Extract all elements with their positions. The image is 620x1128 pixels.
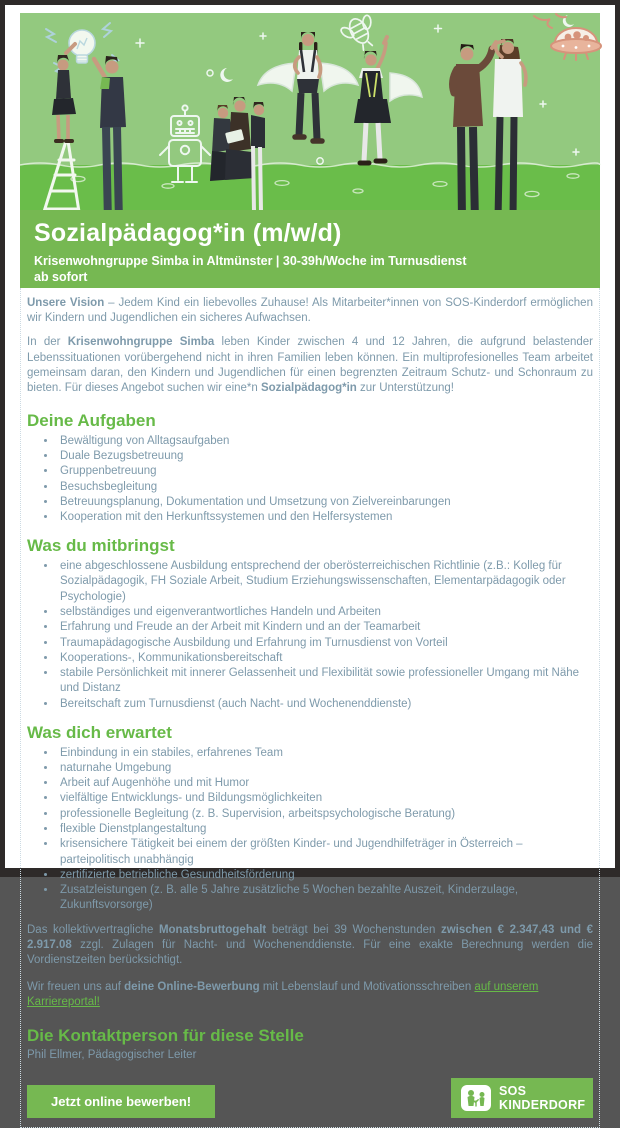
- title-banner: [20, 210, 600, 288]
- application-paragraph: Wir freuen uns auf deine Online-Bewerbung mit Lebenslauf und Motivationsschreiben auf unserem Karriereportal!: [27, 981, 539, 1009]
- career-portal-link[interactable]: auf unserem Karriereportal!: [27, 981, 539, 1009]
- hero-illustration: [20, 13, 600, 210]
- list-item: • Zusatzleistungen (z. B. alle 5 Jahre zusätzliche 5 Wochen bezahlte Auszeit, Kinderzulage, Zukunftsvorsorge): [57, 883, 593, 914]
- hero-illustration-svg: [20, 13, 600, 210]
- salary-paragraph: Das kollektivvertragliche Monatsbruttogehalt beträgt bei 39 Wochenstunden zwischen € 2.347,43 und € 2.917.08 zzgl. Zulagen für Nacht- und Wochenenddienste. Für eine exakte Berechnung werden die Vordienstzeiten berücksichtigt.: [27, 923, 593, 967]
- section-heading-mitbringst: Was du mitbringst: [27, 536, 175, 556]
- job-start-date: ab sofort: [34, 270, 88, 284]
- list-item: • Besuchsbegleitung: [57, 480, 593, 495]
- footer-row: [27, 1072, 593, 1127]
- list-item: • Erfahrung und Freude an der Arbeit mit Kindern und an der Teamarbeit: [57, 620, 593, 635]
- list-item: • Arbeit auf Augenhöhe und mit Humor: [57, 776, 593, 791]
- list-item: • krisensichere Tätigkeit bei einem der größten Kinder- und Jugendhilfeträger in Österreich – parteipolitisch unabhängig: [57, 837, 593, 868]
- content-area: [20, 288, 600, 1128]
- list-item: • Kooperation mit den Herkunftssystemen und den Helfersystemen: [57, 510, 593, 525]
- erwartet-list: [27, 746, 593, 914]
- list-item: • Bewältigung von Alltagsaufgaben: [57, 434, 593, 449]
- group-description-paragraph: In der Krisenwohngruppe Simba leben Kinder zwischen 4 und 12 Jahren, die aufgrund belastender Lebenssituationen vorübergehend nicht in ihren Familien leben können. Ein multiprofesionelles Team arbeitet gemeinsam daran, den Kindern und Jugendlichen für einen begrenzten Zeitraum Schutz- und Schonraum zu bieten. Für dieses Angebot suchen wir eine*n Sozialpädagog*in zur Unterstützung!: [27, 336, 593, 394]
- mitbringst-list: [27, 559, 593, 712]
- section-heading-erwartet: Was dich erwartet: [27, 722, 172, 742]
- list-item: • Gruppenbetreuung: [57, 464, 593, 479]
- list-item: • Betreuungsplanung, Dokumentation und Umsetzung von Zielvereinbarungen: [57, 495, 593, 510]
- list-item: • naturnahe Umgebung: [57, 761, 593, 776]
- list-item: • Bereitschaft zum Turnusdienst (auch Nacht- und Wochenenddienste): [57, 697, 593, 712]
- vision-paragraph: Unsere Vision – Jedem Kind ein liebevolles Zuhause! Als Mitarbeiter*innen von SOS-Kinderdorf ermöglichen wir Kindern und Jugendlichen ein sicheres Aufwachsen.: [27, 297, 593, 325]
- list-item: • vielfältige Entwicklungs- und Bildungsmöglichkeiten: [57, 791, 593, 806]
- job-subtitle: Krisenwohngruppe Simba in Altmünster | 30-39h/Woche im Turnusdienst: [34, 253, 467, 268]
- logo-line2: KINDERDORF: [499, 1098, 586, 1113]
- list-item: • Kooperations-, Kommunikationsbereitschaft: [57, 651, 593, 666]
- list-item: • Einbindung in ein stabiles, erfahrenes Team: [57, 746, 593, 761]
- list-item: • professionelle Begleitung (z. B. Supervision, arbeitspsychologische Beratung): [57, 807, 593, 822]
- list-item: • flexible Dienstplangestaltung: [57, 822, 593, 837]
- list-item: • Traumapädagogische Ausbildung und Erfahrung im Turnusdienst von Vorteil: [57, 636, 593, 651]
- logo-line1: SOS: [499, 1084, 527, 1099]
- job-title: Sozialpädagog*in (m/w/d): [34, 219, 342, 247]
- list-item: • selbständiges und eigenverantwortliches Handeln und Arbeiten: [57, 605, 593, 620]
- contact-person: Phil Ellmer, Pädagogischer Leiter: [27, 1049, 197, 1062]
- list-item: • Duale Bezugsbetreuung: [57, 449, 593, 464]
- section-heading-aufgaben: Deine Aufgaben: [27, 411, 156, 431]
- contact-heading: Die Kontaktperson für diese Stelle: [27, 1025, 304, 1045]
- aufgaben-list: [27, 434, 593, 526]
- list-item: • zertifizierte betriebliche Gesundheitsförderung: [57, 868, 593, 883]
- list-item: • stabile Persönlichkeit mit innerer Gelassenheit und Flexibilität sowie professioneller Umgang mit Nähe und Distanz: [57, 666, 593, 697]
- list-item: • eine abgeschlossene Ausbildung entsprechend der oberösterreichischen Richtlinie (z.B.: Kolleg für Sozialpädagogik, FH Soziale Arbeit, Studium Erziehungswissenschaften, Elementarpädagogik oder Psychologie): [57, 559, 593, 605]
- apply-button[interactable]: Jetzt online bewerben!: [27, 1085, 215, 1118]
- sos-kinderdorf-emblem-icon: [461, 1085, 491, 1111]
- sos-kinderdorf-logo: [451, 1078, 593, 1118]
